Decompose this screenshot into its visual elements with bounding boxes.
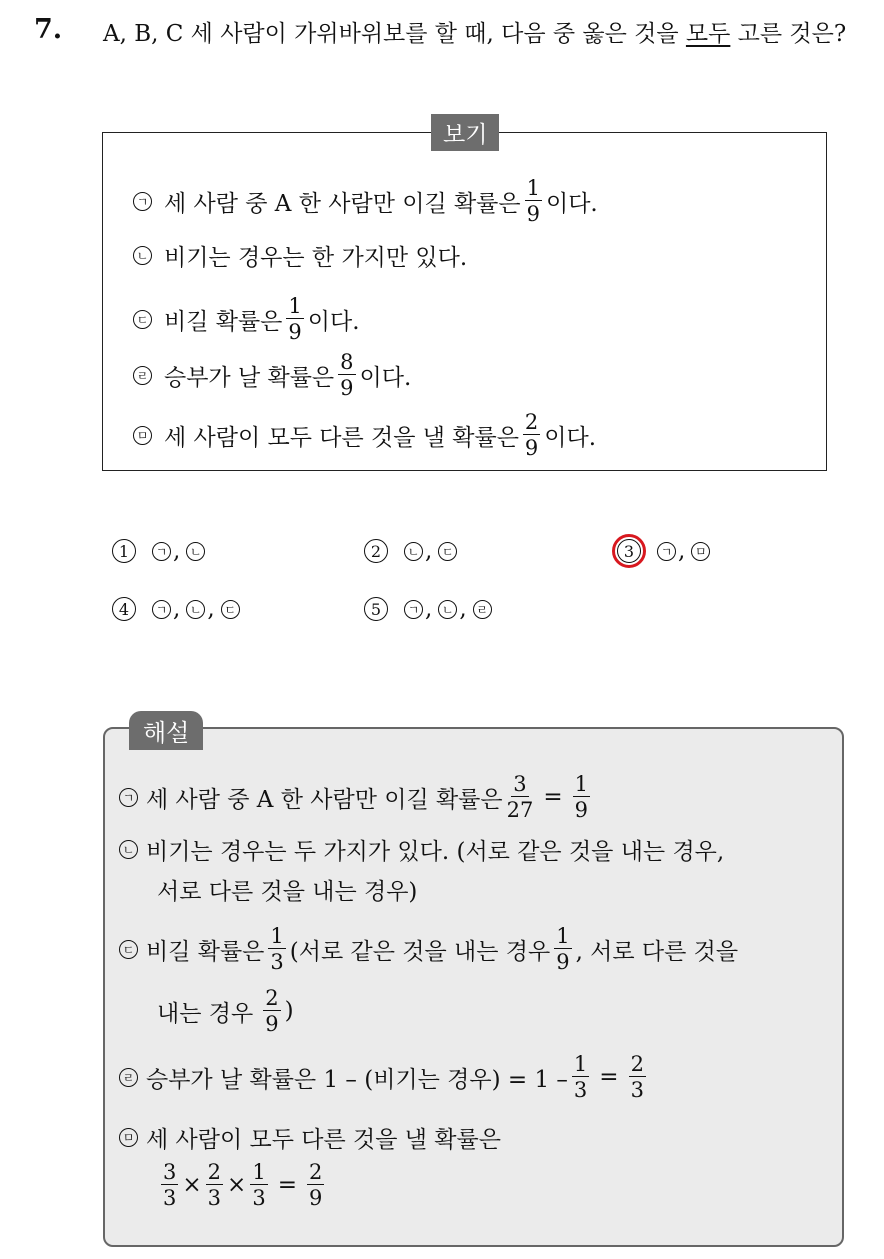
fraction-denominator: 9: [574, 798, 589, 822]
fraction-denominator: 3: [270, 950, 284, 974]
bogi-item-text: 비길 확률은: [164, 308, 283, 335]
explanation-row-2: [119, 833, 724, 866]
mark-nieun: ㄴ: [119, 840, 138, 859]
fraction: [554, 925, 571, 973]
bogi-item-text: 세 사람 중 A 한 사람만 이길 확률은: [164, 190, 521, 217]
fraction: [161, 1161, 178, 1209]
fraction-denominator: 3: [252, 1186, 266, 1210]
fraction-numerator: 3: [163, 1160, 177, 1184]
choice-number-text: 4: [118, 599, 130, 619]
fraction: [268, 925, 285, 973]
bogi-item: [133, 351, 411, 399]
question-text-part: A, B, C 세 사람이 가위바위보를 할 때, 다음 중 옳은 것을: [103, 21, 686, 47]
fraction: [206, 1161, 223, 1209]
question-text: [103, 14, 873, 54]
fraction-numerator: 1: [252, 1160, 266, 1184]
question-number: 7.: [34, 14, 63, 45]
separator: ,: [459, 596, 467, 622]
fraction-denominator: 3: [573, 1078, 588, 1102]
choice-number: [112, 597, 136, 621]
mark-nieun: ㄴ: [133, 246, 152, 265]
explanation-text: ): [284, 998, 294, 1024]
fraction: [338, 351, 355, 399]
times-sign: ×: [227, 1172, 247, 1198]
bogi-box: [102, 122, 827, 471]
choice-number: [364, 597, 388, 621]
explanation-text: 승부가 날 확률은 1 – (비기는 경우) = 1 –: [146, 1066, 568, 1093]
fraction-denominator: 9: [556, 950, 570, 974]
mark-nieun: ㄴ: [186, 600, 205, 619]
fraction-numerator: 1: [526, 176, 540, 200]
bogi-item-suffix: 이다.: [359, 364, 412, 391]
mark-digeut: ㄷ: [119, 940, 138, 959]
explanation-text: (서로 같은 것을 내는 경우: [289, 938, 551, 965]
fraction-denominator: 3: [163, 1186, 177, 1210]
fraction-numerator: 2: [265, 986, 279, 1010]
separator: ,: [173, 538, 181, 564]
fraction-denominator: 3: [207, 1186, 222, 1210]
times-sign: ×: [182, 1172, 202, 1198]
explanation-row-4: [119, 1053, 650, 1101]
explanation-row-3-cont: [157, 987, 294, 1035]
explanation-row-3: [119, 925, 738, 973]
mark-rieul: ㄹ: [119, 1068, 138, 1087]
fraction: [250, 1161, 267, 1209]
mark-nieun: ㄴ: [186, 542, 205, 561]
fraction-numerator: 2: [630, 1052, 644, 1076]
explanation-box: [103, 719, 844, 1247]
explanation-text: 비기는 경우는 두 가지가 있다. (서로 같은 것을 내는 경우,: [146, 839, 725, 865]
fraction-numerator: 8: [340, 350, 354, 374]
fraction-numerator: 3: [513, 772, 527, 796]
fraction-numerator: 1: [556, 924, 570, 948]
explanation-text: 세 사람 중 A 한 사람만 이길 확률은: [146, 786, 503, 813]
bogi-item-text: 승부가 날 확률은: [164, 364, 335, 391]
explanation-row-1: [119, 773, 594, 821]
fraction: [525, 177, 542, 225]
choice-2[interactable]: [364, 538, 457, 564]
mark-mieum: ㅁ: [691, 542, 710, 561]
choice-5[interactable]: [364, 596, 492, 622]
mark-mieum: ㅁ: [119, 1128, 138, 1147]
mark-giyeok: ㄱ: [152, 600, 171, 619]
fraction: [523, 411, 540, 459]
separator: ,: [425, 538, 433, 564]
fraction-numerator: 2: [524, 410, 539, 434]
question-emphasis: 모두: [685, 21, 731, 47]
fraction-denominator: 9: [526, 202, 540, 226]
fraction-denominator: 9: [340, 376, 354, 400]
explanation-text: 서로 다른 것을 내는 경우): [157, 879, 418, 905]
bogi-item: [133, 411, 596, 459]
question-text-part: 고른 것은?: [730, 21, 847, 47]
equals-sign: =: [277, 1172, 297, 1198]
mark-giyeok: ㄱ: [119, 788, 138, 807]
bogi-item-suffix: 이다.: [546, 190, 598, 217]
bogi-item: [133, 295, 360, 343]
bogi-item-suffix: 이다.: [544, 424, 597, 451]
mark-digeut: ㄷ: [133, 310, 152, 329]
choice-number: [364, 539, 388, 563]
choice-3[interactable]: [617, 538, 710, 564]
selected-circle-icon: [612, 534, 646, 568]
fraction-denominator: 9: [265, 1012, 279, 1036]
choice-number-text: 2: [370, 541, 382, 561]
bogi-item: [133, 177, 598, 225]
separator: ,: [207, 596, 215, 622]
separator: ,: [173, 596, 181, 622]
fraction-numerator: 1: [573, 1052, 588, 1076]
fraction: [263, 987, 280, 1035]
explanation-text: , 서로 다른 것을: [575, 938, 739, 965]
fraction: [286, 295, 303, 343]
fraction: [507, 773, 534, 821]
equals-sign: =: [599, 1064, 619, 1090]
mark-giyeok: ㄱ: [657, 542, 676, 561]
separator: ,: [678, 538, 686, 564]
mark-nieun: ㄴ: [438, 600, 457, 619]
equals-sign: =: [543, 784, 563, 810]
fraction-denominator: 27: [506, 798, 534, 822]
fraction-numerator: 1: [288, 294, 302, 318]
fraction-denominator: 9: [288, 320, 302, 344]
choice-number: [617, 539, 641, 563]
bogi-item: [133, 239, 467, 272]
mark-rieul: ㄹ: [473, 600, 492, 619]
choice-1[interactable]: [112, 538, 205, 564]
explanation-label: 해설: [129, 711, 203, 750]
fraction-denominator: 9: [524, 436, 539, 460]
mark-nieun: ㄴ: [404, 542, 423, 561]
mark-giyeok: ㄱ: [404, 600, 423, 619]
mark-giyeok: ㄱ: [133, 192, 152, 211]
separator: ,: [425, 596, 433, 622]
mark-giyeok: ㄱ: [152, 542, 171, 561]
fraction-numerator: 1: [270, 924, 284, 948]
bogi-label: 보기: [431, 114, 499, 151]
explanation-row-5-cont: [157, 1161, 328, 1209]
choice-number-text: 5: [370, 599, 382, 619]
choice-4[interactable]: [112, 596, 240, 622]
fraction-denominator: 3: [630, 1078, 644, 1102]
explanation-row-5: [119, 1121, 501, 1154]
mark-digeut: ㄷ: [438, 542, 457, 561]
choice-number-text: 1: [118, 541, 130, 561]
mark-digeut: ㄷ: [221, 600, 240, 619]
fraction: [573, 773, 590, 821]
mark-mieum: ㅁ: [133, 426, 152, 445]
fraction: [307, 1161, 324, 1209]
choice-number: [112, 539, 136, 563]
explanation-row-2-cont: [157, 873, 417, 906]
explanation-text: 비길 확률은: [146, 938, 265, 965]
bogi-item-suffix: 이다.: [307, 308, 360, 335]
choice-number-text: 3: [623, 541, 635, 561]
mark-rieul: ㄹ: [133, 366, 152, 385]
fraction: [572, 1053, 589, 1101]
fraction-denominator: 9: [308, 1186, 323, 1210]
fraction-numerator: 2: [207, 1160, 222, 1184]
explanation-text: 내는 경우: [157, 1000, 254, 1027]
fraction: [629, 1053, 646, 1101]
bogi-item-text: 비기는 경우는 한 가지만 있다.: [164, 245, 468, 271]
explanation-text: 세 사람이 모두 다른 것을 낼 확률은: [146, 1127, 501, 1153]
fraction-numerator: 1: [574, 772, 589, 796]
fraction-numerator: 2: [308, 1160, 323, 1184]
bogi-item-text: 세 사람이 모두 다른 것을 낼 확률은: [164, 424, 519, 451]
